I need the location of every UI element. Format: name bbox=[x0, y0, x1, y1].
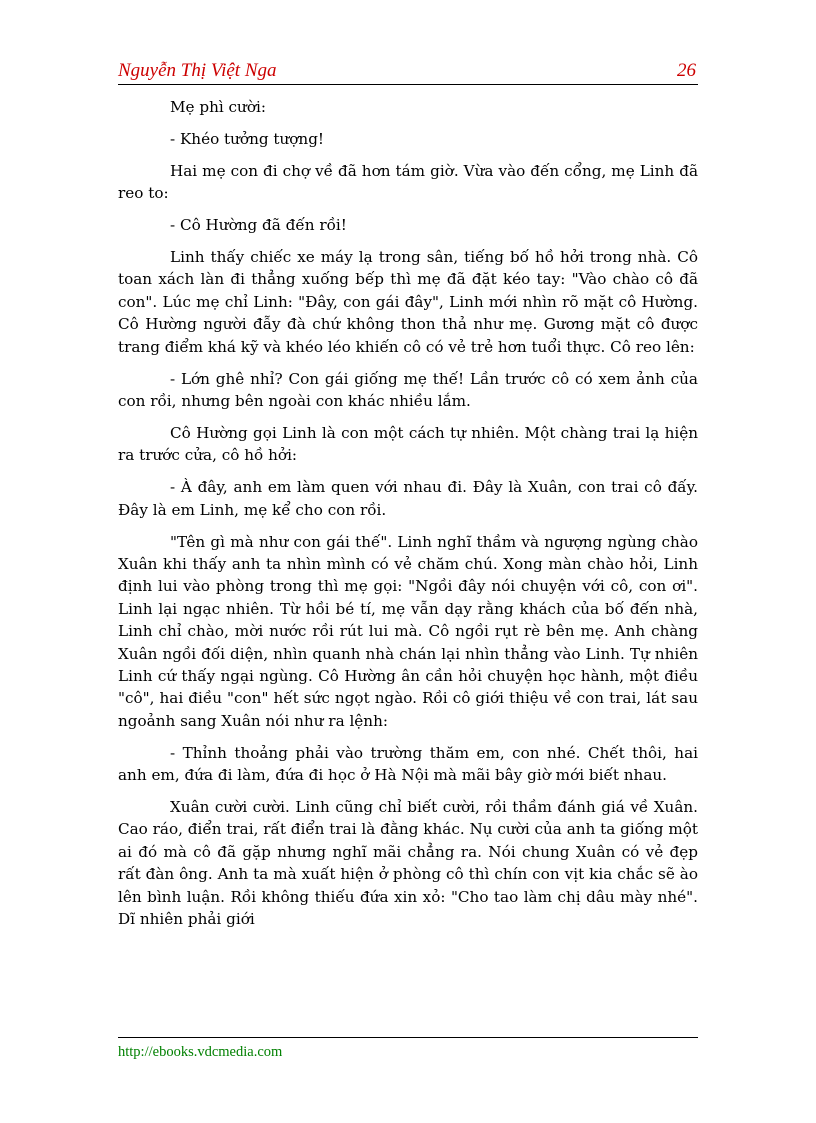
paragraph: - À đây, anh em làm quen với nhau đi. Đây là Xuân, con trai cô đấy. Đây là em Linh, mẹ kể cho con rồi. bbox=[118, 478, 698, 519]
author-name: Nguyễn Thị Việt Nga bbox=[118, 60, 277, 81]
paragraph: "Tên gì mà như con gái thế". Linh nghĩ thầm và ngượng ngùng chào Xuân khi thấy anh ta nhìn mình có vẻ chăm chú. Xong màn chào hỏi, Linh định lui vào phòng trong thì mẹ gọi: "Ngồi đây nói chuyện với cô, con ơi". Linh lại ngạc nhiên. Từ hồi bé tí, mẹ vẫn dạy rằng khách của bố đến nhà, Linh chỉ chào, mời nước rồi rút lui mà. Cô ngồi rụt rè bên mẹ. Anh chàng Xuân ngồi đối diện, nhìn quanh nhà chán lại nhìn thẳng vào Linh. Tự nhiên Linh cứ thấy ngại ngùng. Cô Hường ân cần hỏi chuyện học hành, một điều "cô", hai điều "con" hết sức ngọt ngào. Rồi cô giới thiệu về con trai, lát sau ngoảnh sang Xuân nói như ra lệnh: bbox=[118, 532, 698, 730]
paragraph: Hai mẹ con đi chợ về đã hơn tám giờ. Vừa vào đến cổng, mẹ Linh đã reo to: bbox=[118, 161, 698, 203]
page-header bbox=[118, 58, 698, 85]
page-footer bbox=[118, 1037, 698, 1061]
paragraph: Xuân cười cười. Linh cũng chỉ biết cười, rồi thầm đánh giá về Xuân. Cao ráo, điển trai, rất điển trai là đằng khác. Nụ cười của anh ta giống một ai đó mà cô đã gặp nhưng nghĩ mãi chẳng ra. Nói chung Xuân có vẻ đẹp rất đàn ông. Anh ta mà xuất hiện ở phòng cô thì chín con vịt kia chắc sẽ ào lên bình luận. Rồi không thiếu đứa xin xỏ: "Cho tao làm chị dâu mày nhé". Dĩ nhiên phải giới bbox=[118, 797, 698, 928]
page-number: 26 bbox=[677, 60, 696, 81]
footer-link[interactable]: http://ebooks.vdcmedia.com bbox=[118, 1044, 283, 1060]
paragraph: - Thỉnh thoảng phải vào trường thăm em, con nhé. Chết thôi, hai anh em, đứa đi làm, đứa đi học ở Hà Nội mà mãi bây giờ mới biết nhau. bbox=[118, 743, 698, 785]
body-text bbox=[118, 96, 698, 940]
paragraph: - Khéo tưởng tượng! bbox=[170, 129, 325, 148]
paragraph: - Lớn ghê nhỉ? Con gái giống mẹ thế! Lần trước cô có xem ảnh của con rồi, nhưng bên ngoài con khác nhiều lắm. bbox=[118, 369, 698, 410]
paragraph: Cô Hường gọi Linh là con một cách tự nhiên. Một chàng trai lạ hiện ra trước cửa, cô hồ hởi: bbox=[118, 423, 698, 465]
paragraph: Mẹ phì cười: bbox=[170, 98, 266, 116]
paragraph: Linh thấy chiếc xe máy lạ trong sân, tiếng bố hồ hởi trong nhà. Cô toan xách làn đi thẳng xuống bếp thì mẹ đã đặt kéo tay: "Vào chào cô đã con". Lúc mẹ chỉ Linh: "Đây, con gái đây", Linh mới nhìn rõ mặt cô Hường. Cô Hường người đẫy đà chứ không thon thả như mẹ. Gương mặt cô được trang điểm khá kỹ và khéo léo khiến cô có vẻ trẻ hơn tuổi thực. Cô reo lên: bbox=[118, 248, 698, 356]
paragraph: - Cô Hường đã đến rồi! bbox=[170, 216, 347, 235]
